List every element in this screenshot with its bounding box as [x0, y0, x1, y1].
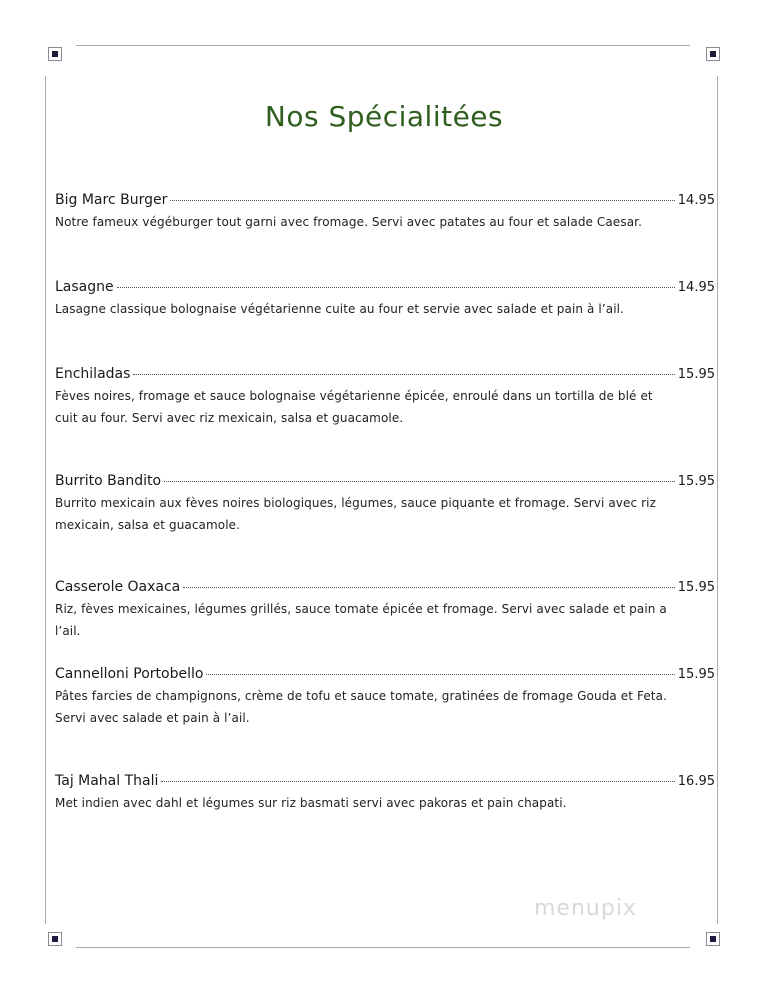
menu-item	[55, 277, 715, 320]
page-title: Nos Spécialitées	[264, 100, 504, 133]
menu-item-price: 16.95	[677, 774, 715, 789]
menu-item-price: 15.95	[677, 367, 715, 382]
menu-item-description: Fèves noires, fromage et sauce bolognaise végétarienne épicée, enroulé dans un tortilla de blé et cuit au four. Servi avec riz mexicain, salsa et guacamole.	[55, 389, 653, 425]
menu-item-name: Casserole Oaxaca	[55, 579, 181, 595]
menu-item-description: Riz, fèves mexicaines, légumes grillés, sauce tomate épicée et fromage. Servi avec salade et pain a l’ail.	[55, 602, 667, 638]
menu-item-name: Cannelloni Portobello	[55, 666, 204, 682]
dotted-leader	[170, 200, 674, 201]
menu-item	[55, 771, 715, 814]
menu-item-description: Notre fameux végéburger tout garni avec fromage. Servi avec patates au four et salade Caesar.	[55, 215, 643, 229]
dotted-leader	[161, 781, 674, 782]
menu-item-description: Burrito mexicain aux fèves noires biologiques, légumes, sauce piquante et fromage. Servi avec riz mexicain, salsa et guacamole.	[55, 496, 656, 532]
menu-item-price: 15.95	[677, 667, 715, 682]
corner-ornament-top-right-icon	[706, 47, 720, 61]
dotted-leader	[117, 287, 675, 288]
menu-item	[55, 190, 715, 233]
corner-ornament-top-left-icon	[48, 47, 62, 61]
frame-bottom-line	[76, 947, 690, 948]
menu-item-name: Lasagne	[55, 279, 114, 295]
watermark-logo: menupix	[534, 896, 637, 921]
menu-item	[55, 364, 715, 429]
dotted-leader	[133, 374, 674, 375]
menu-item-description: Lasagne classique bolognaise végétarienne cuite au four et servie avec salade et pain à l’ail.	[55, 302, 624, 316]
menu-item	[55, 664, 715, 729]
corner-ornament-bottom-right-icon	[706, 932, 720, 946]
menu-item-name: Taj Mahal Thali	[55, 773, 159, 789]
menu-item-description: Pâtes farcies de champignons, crème de tofu et sauce tomate, gratinées de fromage Gouda et Feta. Servi avec salade et pain à l’ail.	[55, 689, 667, 725]
menu-item-description: Met indien avec dahl et légumes sur riz basmati servi avec pakoras et pain chapati.	[55, 796, 567, 810]
menu-item-price: 14.95	[677, 193, 715, 208]
menu-item-name: Burrito Bandito	[55, 473, 162, 489]
frame-left-line	[45, 76, 46, 924]
menu-item	[55, 471, 715, 536]
dotted-leader	[164, 481, 675, 482]
menu-item-price: 14.95	[677, 280, 715, 295]
frame-top-line	[76, 45, 690, 46]
frame-right-line	[717, 76, 718, 924]
menu-item-price: 15.95	[677, 474, 715, 489]
menu-item-name: Big Marc Burger	[55, 192, 168, 208]
dotted-leader	[206, 674, 674, 675]
menu-item	[55, 577, 715, 642]
corner-ornament-bottom-left-icon	[48, 932, 62, 946]
menu-item-price: 15.95	[677, 580, 715, 595]
menu-item-name: Enchiladas	[55, 366, 131, 382]
dotted-leader	[183, 587, 675, 588]
